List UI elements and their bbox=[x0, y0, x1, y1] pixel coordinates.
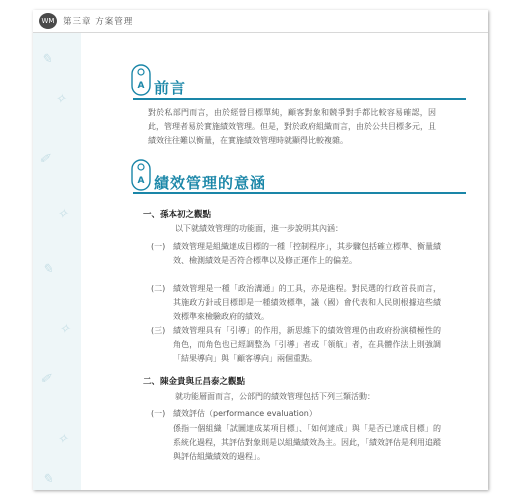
item-number: (二) bbox=[151, 284, 166, 293]
page-header bbox=[33, 10, 488, 33]
decorative-margin-strip bbox=[33, 32, 81, 490]
decor-pencil-icon: ✎ bbox=[41, 52, 52, 67]
decor-star-icon: ✧ bbox=[57, 207, 68, 222]
item-text: 績效管理是一種「政治溝通」的工具，亦是進程。對民選的行政首長而言，其施政方針或目標即是一種績效標準，議（國）會代表和人民則根據這些績效標準來檢驗政府的績效。 bbox=[173, 284, 441, 321]
decor-star-icon: ✧ bbox=[57, 432, 68, 447]
item-text: 績效管理是組織達成目標的一種「控制程序」，其步驟包括確立標準、衡量績效、檢測績效是否符合標準以及修正運作上的偏差。 bbox=[173, 242, 441, 265]
section-title: 前言 bbox=[154, 79, 187, 97]
decor-star-icon: ✧ bbox=[55, 92, 66, 107]
chapter-title: 第三章 方案管理 bbox=[63, 17, 134, 27]
decor-star-icon: ✧ bbox=[59, 322, 70, 337]
item-body: 係指一個組織「試圖達成某項目標」、「如何達成」與「是否已達成目標」的系統化過程，其評估對象則是以組織績效為主。因此，「績效評估是利用追蹤與評估組織績效的過程」。 bbox=[173, 424, 441, 461]
svg-text:A: A bbox=[137, 176, 145, 186]
item-number: (三) bbox=[151, 326, 166, 335]
decor-pencil-icon: ✐ bbox=[39, 152, 50, 167]
section-title: 績效管理的意涵 bbox=[154, 174, 267, 192]
index-tab-icon bbox=[130, 158, 152, 192]
section-heading bbox=[130, 63, 186, 97]
decor-pencil-icon: ✎ bbox=[42, 262, 53, 277]
intro-paragraph: 對於私部門而言，由於經營目標單純，顧客對象和競爭對手都比較容易確認，因此，管理者易於實施績效管理。但是，對於政府組織而言，由於公共目標多元，且績效往往難以衡量，在實施績效管理時就顯得比較複雜。 bbox=[148, 108, 436, 145]
item-text: 績效評估（performance evaluation） bbox=[173, 409, 317, 418]
lead-sentence: 就功能層面而言，公部門的績效管理包括下列三類活動： bbox=[175, 392, 375, 401]
decor-pencil-icon: ✎ bbox=[42, 472, 53, 487]
subsection-heading: 二、陳金貴與丘昌泰之觀點 bbox=[143, 377, 246, 387]
decor-pencil-icon: ✐ bbox=[40, 372, 51, 387]
list-item bbox=[151, 407, 441, 421]
list-item bbox=[151, 240, 441, 284]
svg-text:A: A bbox=[137, 81, 145, 91]
book-page bbox=[33, 10, 488, 490]
section-underline bbox=[133, 192, 466, 194]
section-heading bbox=[130, 158, 266, 192]
list-item bbox=[151, 282, 441, 326]
section-underline bbox=[133, 98, 466, 100]
subsection-heading: 一、孫本初之觀點 bbox=[143, 210, 212, 220]
list-item bbox=[151, 324, 441, 368]
index-tab-icon bbox=[130, 63, 152, 97]
page-badge: WM bbox=[39, 13, 57, 29]
lead-sentence: 以下就績效管理的功能面，進一步說明其內涵： bbox=[175, 224, 343, 233]
item-number: (一) bbox=[151, 409, 166, 418]
item-text: 績效管理具有「引導」的作用，新思維下的績效管理仍由政府扮演積極性的角色，而角色也已經調整為「引導」者或「領航」者，在具體作法上則強調「結果導向」與「顧客導向」兩個重點。 bbox=[173, 326, 441, 363]
item-number: (一) bbox=[151, 242, 166, 251]
